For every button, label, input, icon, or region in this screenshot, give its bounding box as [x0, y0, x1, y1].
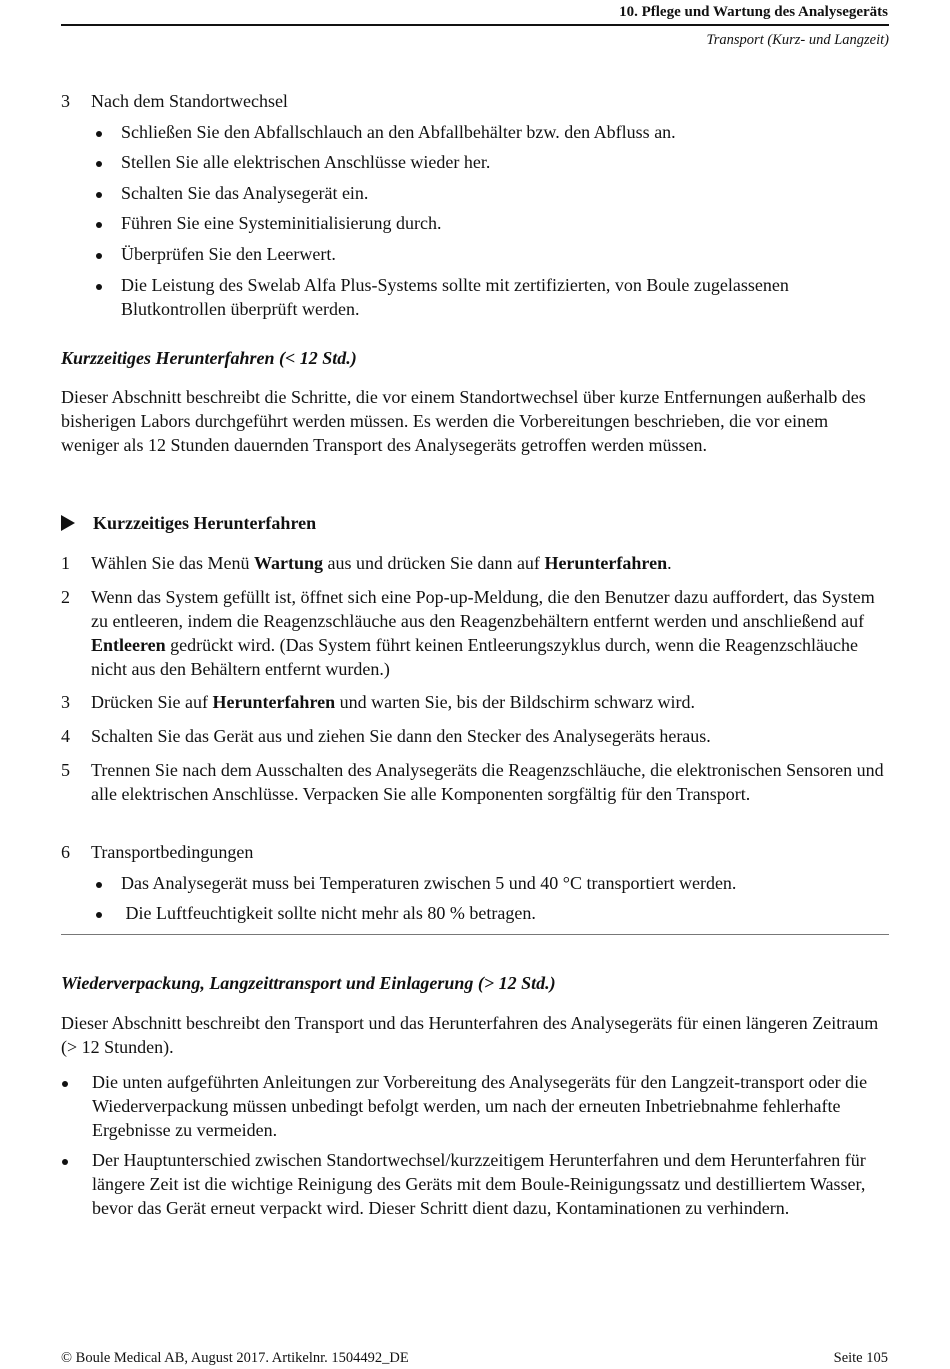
- list-item: Der Hauptunterschied zwischen Standortwechsel/kurzzeitigem Herunterfahren und dem Herunterfahren für längere Zeit ist die wichtige Reinigung des Geräts mit dem Boule-Reinigungssatz und destilliertem Wasser, bevor das Gerät erneut verpackt wird. Dieser Schritt dient dazu, Kontaminationen zu verhindern.: [92, 1150, 866, 1218]
- procedure-step: 4 Schalten Sie das Gerät aus und ziehen Sie dann den Stecker des Analysegeräts heraus.: [61, 726, 711, 746]
- short-shutdown-intro: Dieser Abschnitt beschreibt die Schritte, die vor einem Standortwechsel über kurze Entfernungen außerhalb des bisherigen Labors durchgeführt werden müssen. Es werden die Vorbereitungen beschrieben, die vor einem weniger als 12 Stunden dauernden Transport des Analysegeräts getroffen werden müssen.: [61, 387, 866, 455]
- list-item: Schließen Sie den Abfallschlauch an den Abfallbehälter bzw. den Abfluss an.: [121, 122, 676, 142]
- procedure-step: 2 Wenn das System gefüllt ist, öffnet sich eine Pop-up-Meldung, die den Benutzer dazu auffordert, das System zu entleeren, indem die Reagenzschläuche aus den Reagenzbehältern entfernt werden und anschließend auf Entleeren gedrückt wird. (Das System führt keinen Entleerungszyklus durch, wenn die Reagenzschläuche nicht aus den Behältern entfernt wurden.): [61, 587, 875, 679]
- section-subtitle: Transport (Kurz- und Langzeit): [706, 32, 889, 48]
- long-term-intro: Dieser Abschnitt beschreibt den Transport und das Herunterfahren des Analysegeräts für einen längeren Zeitraum (> 12 Stunden).: [61, 1013, 879, 1057]
- list-item: Überprüfen Sie den Leerwert.: [121, 244, 336, 264]
- procedure-step: 3 Drücken Sie auf Herunterfahren und warten Sie, bis der Bildschirm schwarz wird.: [61, 692, 696, 712]
- procedure-step: 6 Transportbedingungen: [61, 842, 254, 862]
- footer-copyright: © Boule Medical AB, August 2017. Artikelnr. 1504492_DE: [61, 1350, 409, 1366]
- chapter-title: 10. Pflege und Wartung des Analysegeräts: [619, 4, 888, 20]
- header-rule: [61, 24, 889, 26]
- play-triangle-icon: [61, 515, 75, 531]
- list-item: Führen Sie eine Systeminitialisierung durch.: [121, 213, 442, 233]
- procedure-heading: Kurzzeitiges Herunterfahren: [61, 511, 316, 535]
- list-item: Die Leistung des Swelab Alfa Plus-Systems sollte mit zertifizierten, von Boule zugelassenen Blutkontrollen überprüft werden.: [121, 275, 789, 319]
- list-item: Die Luftfeuchtigkeit sollte nicht mehr als 80 % betragen.: [121, 903, 536, 923]
- list-item: Die unten aufgeführten Anleitungen zur Vorbereitung des Analysegeräts für den Langzeit-transport oder die Wiederverpackung müssen unbedingt befolgt werden, um nach der erneuten Inbetriebnahme fehlerhafte Ergebnisse zu vermeiden.: [92, 1072, 868, 1140]
- list-item: Das Analysegerät muss bei Temperaturen zwischen 5 und 40 °C transportiert werden.: [121, 873, 737, 893]
- page-number: Seite 105: [833, 1350, 888, 1366]
- step-number: 3: [61, 91, 70, 111]
- procedure-step: 5 Trennen Sie nach dem Ausschalten des Analysegeräts die Reagenzschläuche, die elektronischen Sensoren und alle elektrischen Anschlüsse. Verpacken Sie alle Komponenten sorgfältig für den Transport.: [61, 760, 884, 804]
- section-heading-short-shutdown: Kurzzeitiges Herunterfahren (< 12 Std.): [61, 348, 357, 368]
- list-item: Schalten Sie das Analysegerät ein.: [121, 183, 369, 203]
- step-title: Nach dem Standortwechsel: [91, 91, 288, 111]
- procedure-step: 1 Wählen Sie das Menü Wartung aus und drücken Sie dann auf Herunterfahren.: [61, 553, 672, 573]
- after-relocation-step: [61, 89, 889, 113]
- list-item: Stellen Sie alle elektrischen Anschlüsse wieder her.: [121, 152, 491, 172]
- section-divider: [61, 934, 889, 935]
- section-heading-long-term: Wiederverpackung, Langzeittransport und Einlagerung (> 12 Std.): [61, 973, 556, 993]
